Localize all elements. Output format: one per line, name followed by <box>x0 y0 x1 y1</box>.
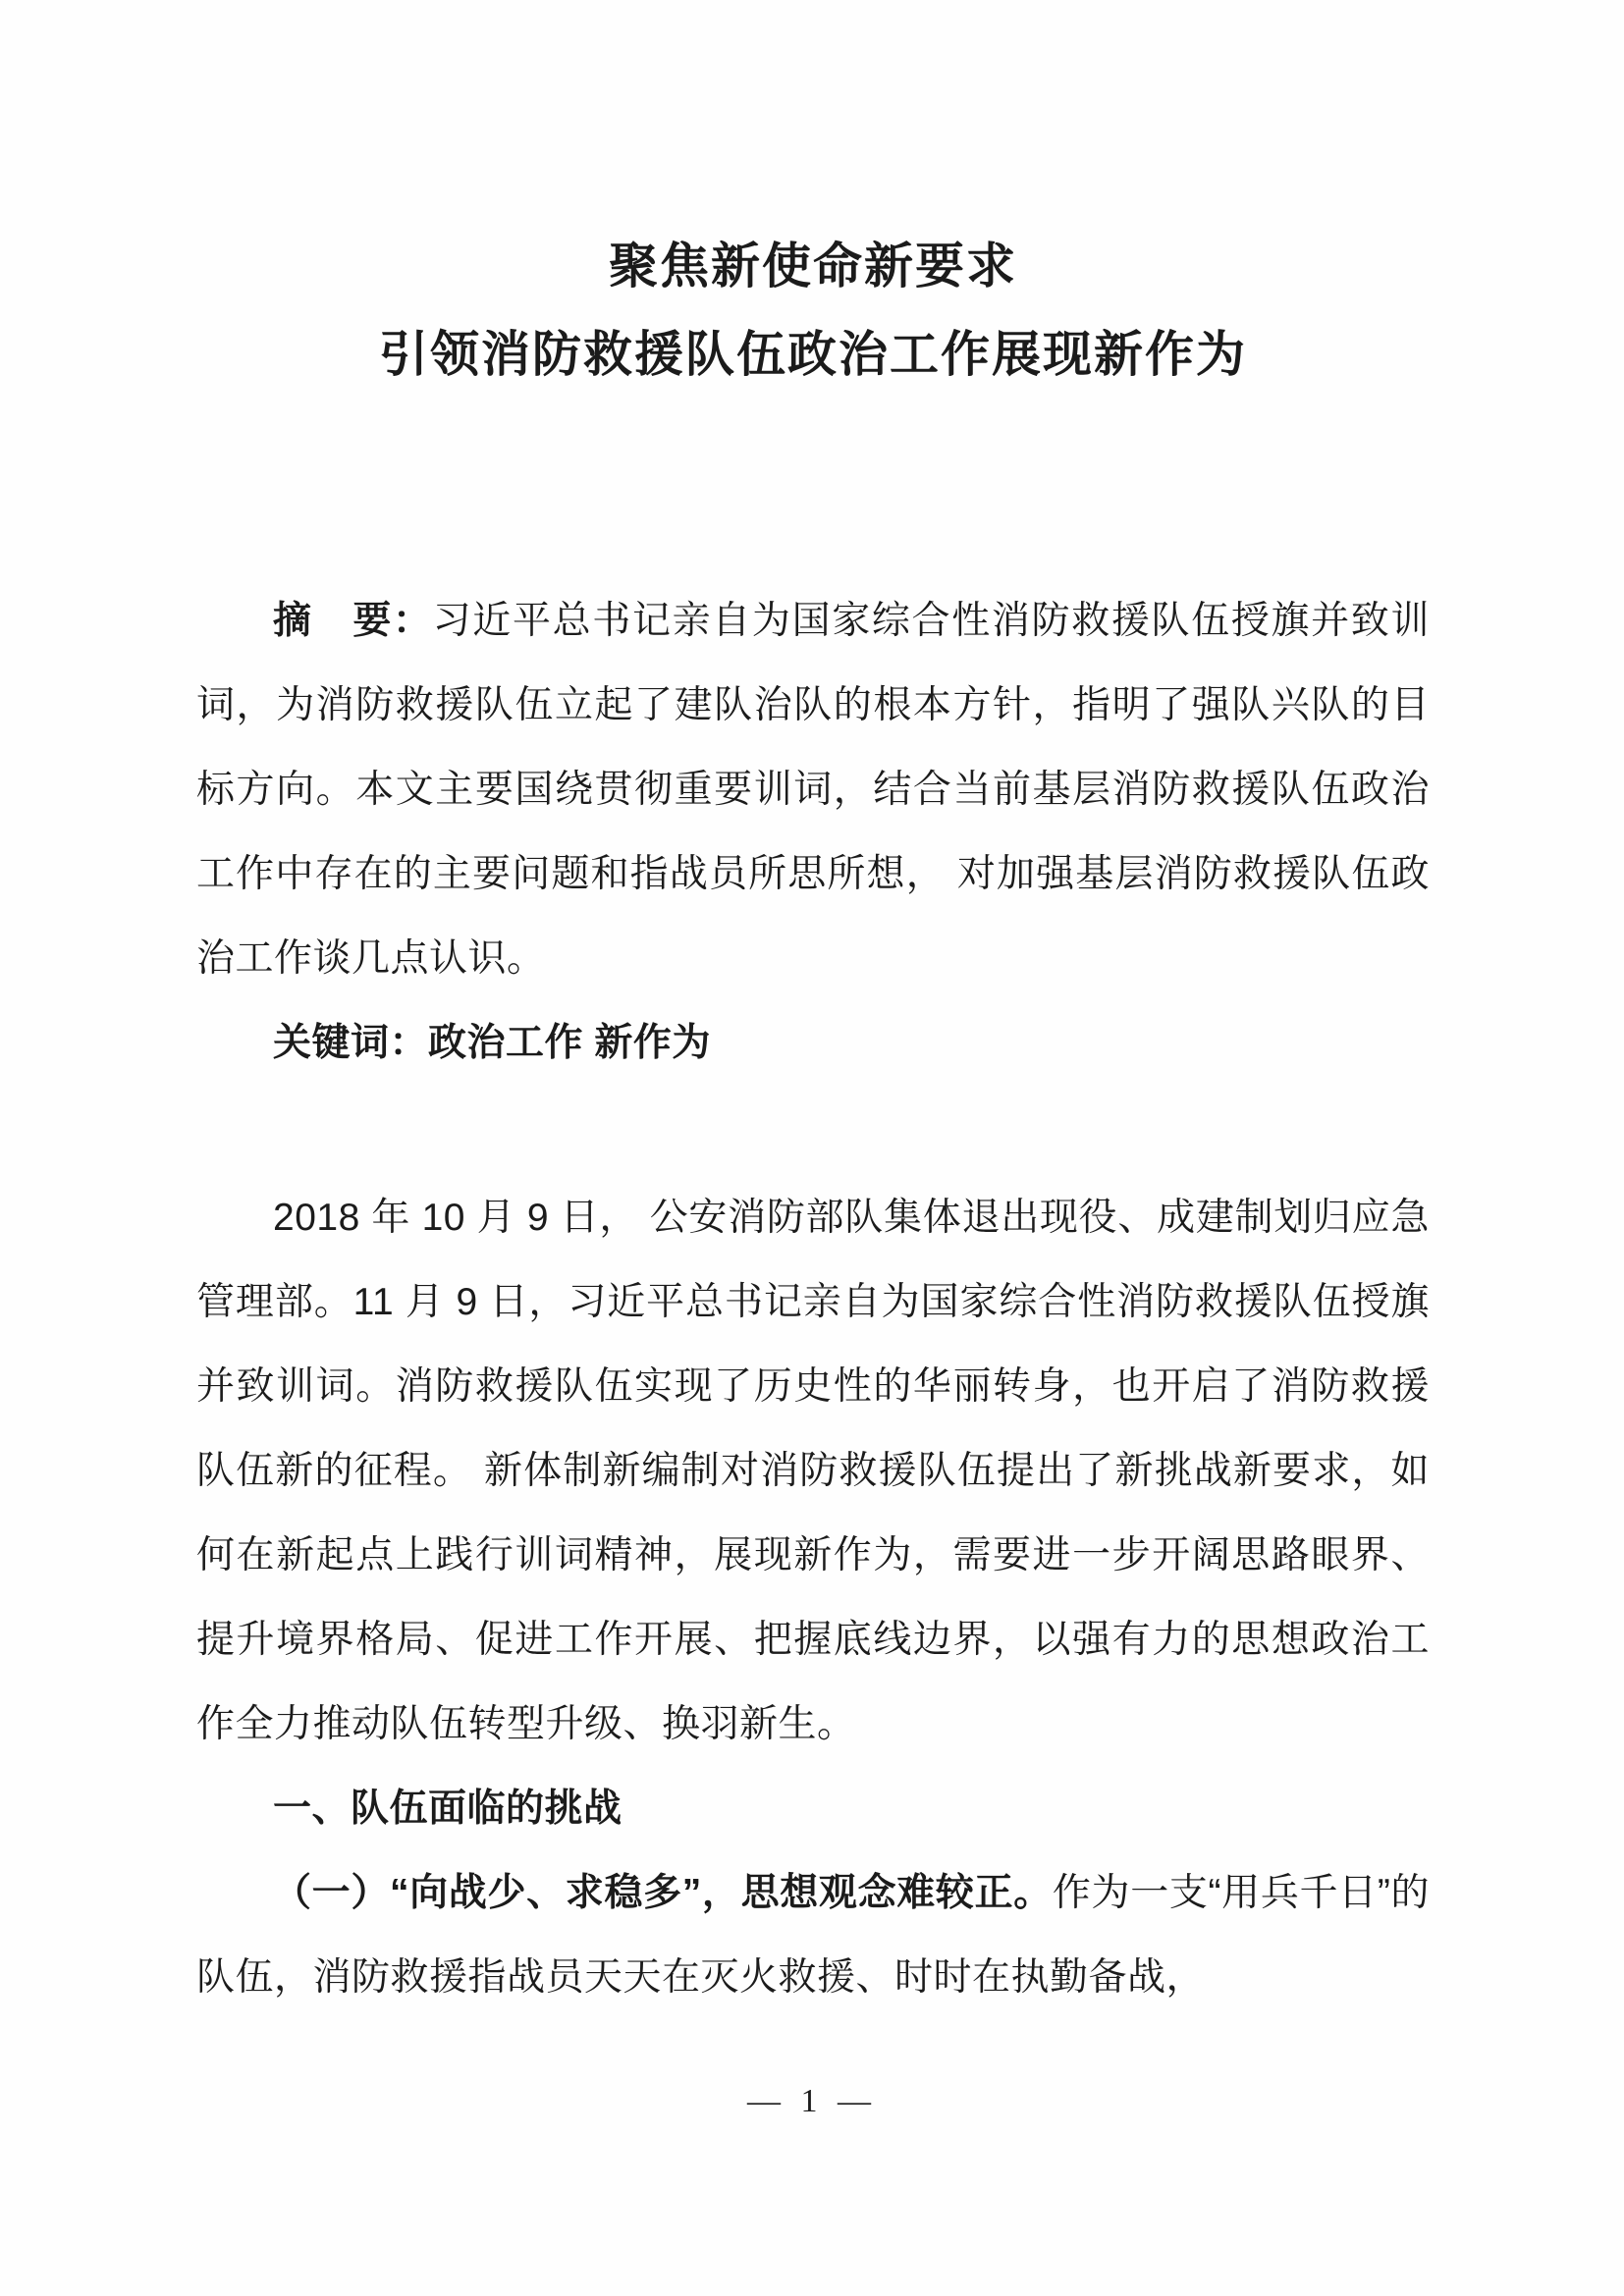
body-paragraph-2 <box>196 1851 1430 2020</box>
abstract-section <box>196 579 1430 1086</box>
title-line-2: 引领消防救援队伍政治工作展现新作为 <box>379 327 1247 382</box>
document-content <box>196 0 1430 2020</box>
abstract-label: 摘 要： <box>273 600 433 642</box>
section-heading-1: 一、队伍面临的挑战 <box>273 1788 623 1830</box>
keywords-label: 关键词： <box>273 1022 429 1064</box>
document-title <box>196 222 1430 399</box>
title-line-1: 聚焦新使命新要求 <box>609 239 1017 294</box>
keywords-text: 政治工作 新作为 <box>428 1022 711 1064</box>
keywords-line <box>196 1001 1430 1086</box>
body-section <box>196 1176 1430 2020</box>
abstract-paragraph <box>196 579 1430 1001</box>
page-footer <box>0 2083 1624 2120</box>
body-paragraph-1: 2018 年 10 月 9 日， 公安消防部队集体退出现役、成建制划归应急管理部。11 月 9 日，习近平总书记亲自为国家综合性消防救援队伍授旗并致训词。消防救援队伍实现了历史性的华丽转身，也开启了消防救援队伍新的征程。 新体制新编制对消防救援队伍提出了新挑战新要求，如何在新起点上践行训词精神，展现新作为，需要进一步开阔思路眼界、提升境界格局、促进工作开展、把握底线边界，以强有力的思想政治工作全力推动队伍转型升级、换羽新生。 <box>196 1197 1430 1745</box>
abstract-text: 习近平总书记亲自为国家综合性消防救援队伍授旗并致训词，为消防救援队伍立起了建队治队的根本方针，指明了强队兴队的目标方向。本文主要国绕贯彻重要训词，结合当前基层消防救援队伍政治工作中存在的主要问题和指战员所思所想， 对加强基层消防救援队伍政治工作谈几点认识。 <box>196 600 1430 980</box>
subsection-1-text: 作为一支“用兵千日”的队伍，消防救援指战员天天在灭火救援、时时在执勤备战， <box>196 1872 1430 1999</box>
page-number: — 1 — <box>747 2083 877 2119</box>
subsection-1-lead: （一）“向战少、求稳多”，思想观念难较正。 <box>273 1872 1053 1914</box>
